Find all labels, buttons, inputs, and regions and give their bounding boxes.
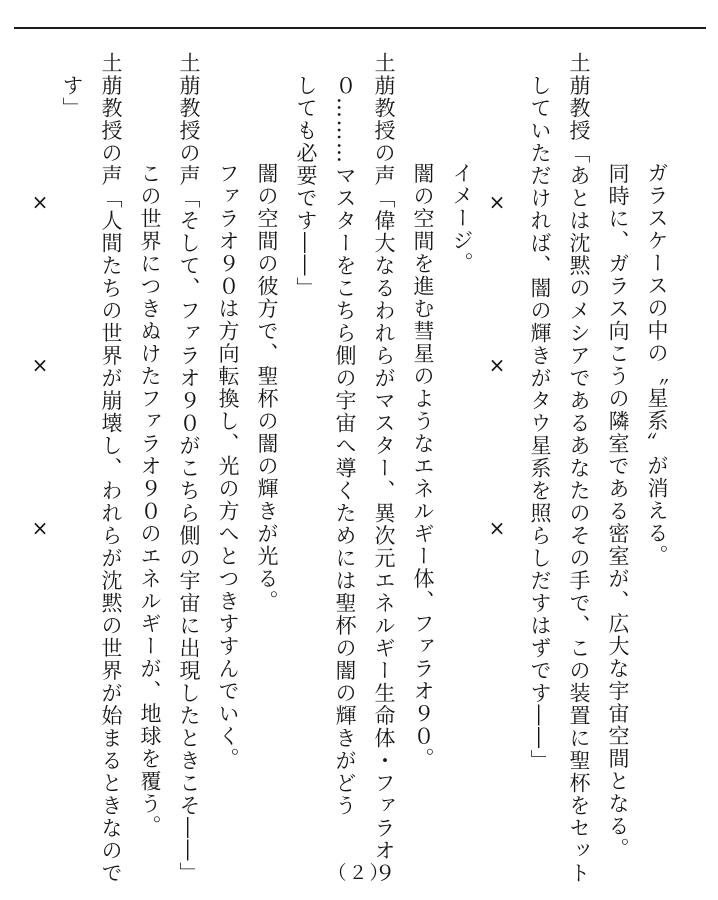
script-line-10: 闇の空間の彼方で、聖杯の闇の輝きが光る。 <box>255 140 279 613</box>
scene-break-mark: × <box>488 190 506 214</box>
script-line-14: 土萠教授の声「人間たちの世界が崩壊し、われらが沈黙の世界が始まるときなので <box>99 52 123 885</box>
scene-break-marks-1 <box>482 190 512 540</box>
script-line-11: ファラオ９０は方向転換し、光の方へとつきすすんでいく。 <box>216 140 240 770</box>
script-line-8: ０………マスターをこちら側の宇宙へ導くためには聖杯の闇の輝きがどう <box>333 52 357 817</box>
scene-break-mark: × <box>488 353 506 377</box>
scene-break-mark: × <box>31 353 49 377</box>
page-number: （２） <box>327 862 391 884</box>
script-line-4: していただければ、闇の輝きがタウ星系を照らしだすはずです――」 <box>528 52 552 772</box>
script-line-5: イメージ。 <box>450 162 474 275</box>
scene-break-marks-2 <box>25 190 55 540</box>
script-line-12: 土萠教授の声「そして、ファラオ９０がこちら側の宇宙に出現したときこそ――」 <box>177 52 201 885</box>
scene-break-mark: × <box>31 516 49 540</box>
top-rule <box>14 27 706 29</box>
script-line-13: この世界につきぬけたファラオ９０のエネルギーが、地球を覆う。 <box>138 140 162 838</box>
script-line-2: 同時に、ガラス向こうの隣室である密室が、広大な宇宙空間となる。 <box>606 140 630 860</box>
script-line-15: す」 <box>60 52 84 120</box>
script-line-6: 闇の空間を進む彗星のようなエネルギー体、ファラオ９０。 <box>411 140 435 770</box>
script-line-9: しても必要です――」 <box>294 52 318 300</box>
script-line-7: 土萠教授の声「偉大なるわれらがマスター、異次元エネルギー生命体・ファラオ９ <box>372 52 396 885</box>
scene-break-mark: × <box>31 190 49 214</box>
script-line-1: ガラスケースの中の〝星系〟が消える。 <box>645 162 669 567</box>
scene-break-mark: × <box>488 516 506 540</box>
script-line-3: 土萠教授「あとは沈黙のメシアであるあなたのその手で、この装置に聖杯をセット <box>567 52 591 885</box>
